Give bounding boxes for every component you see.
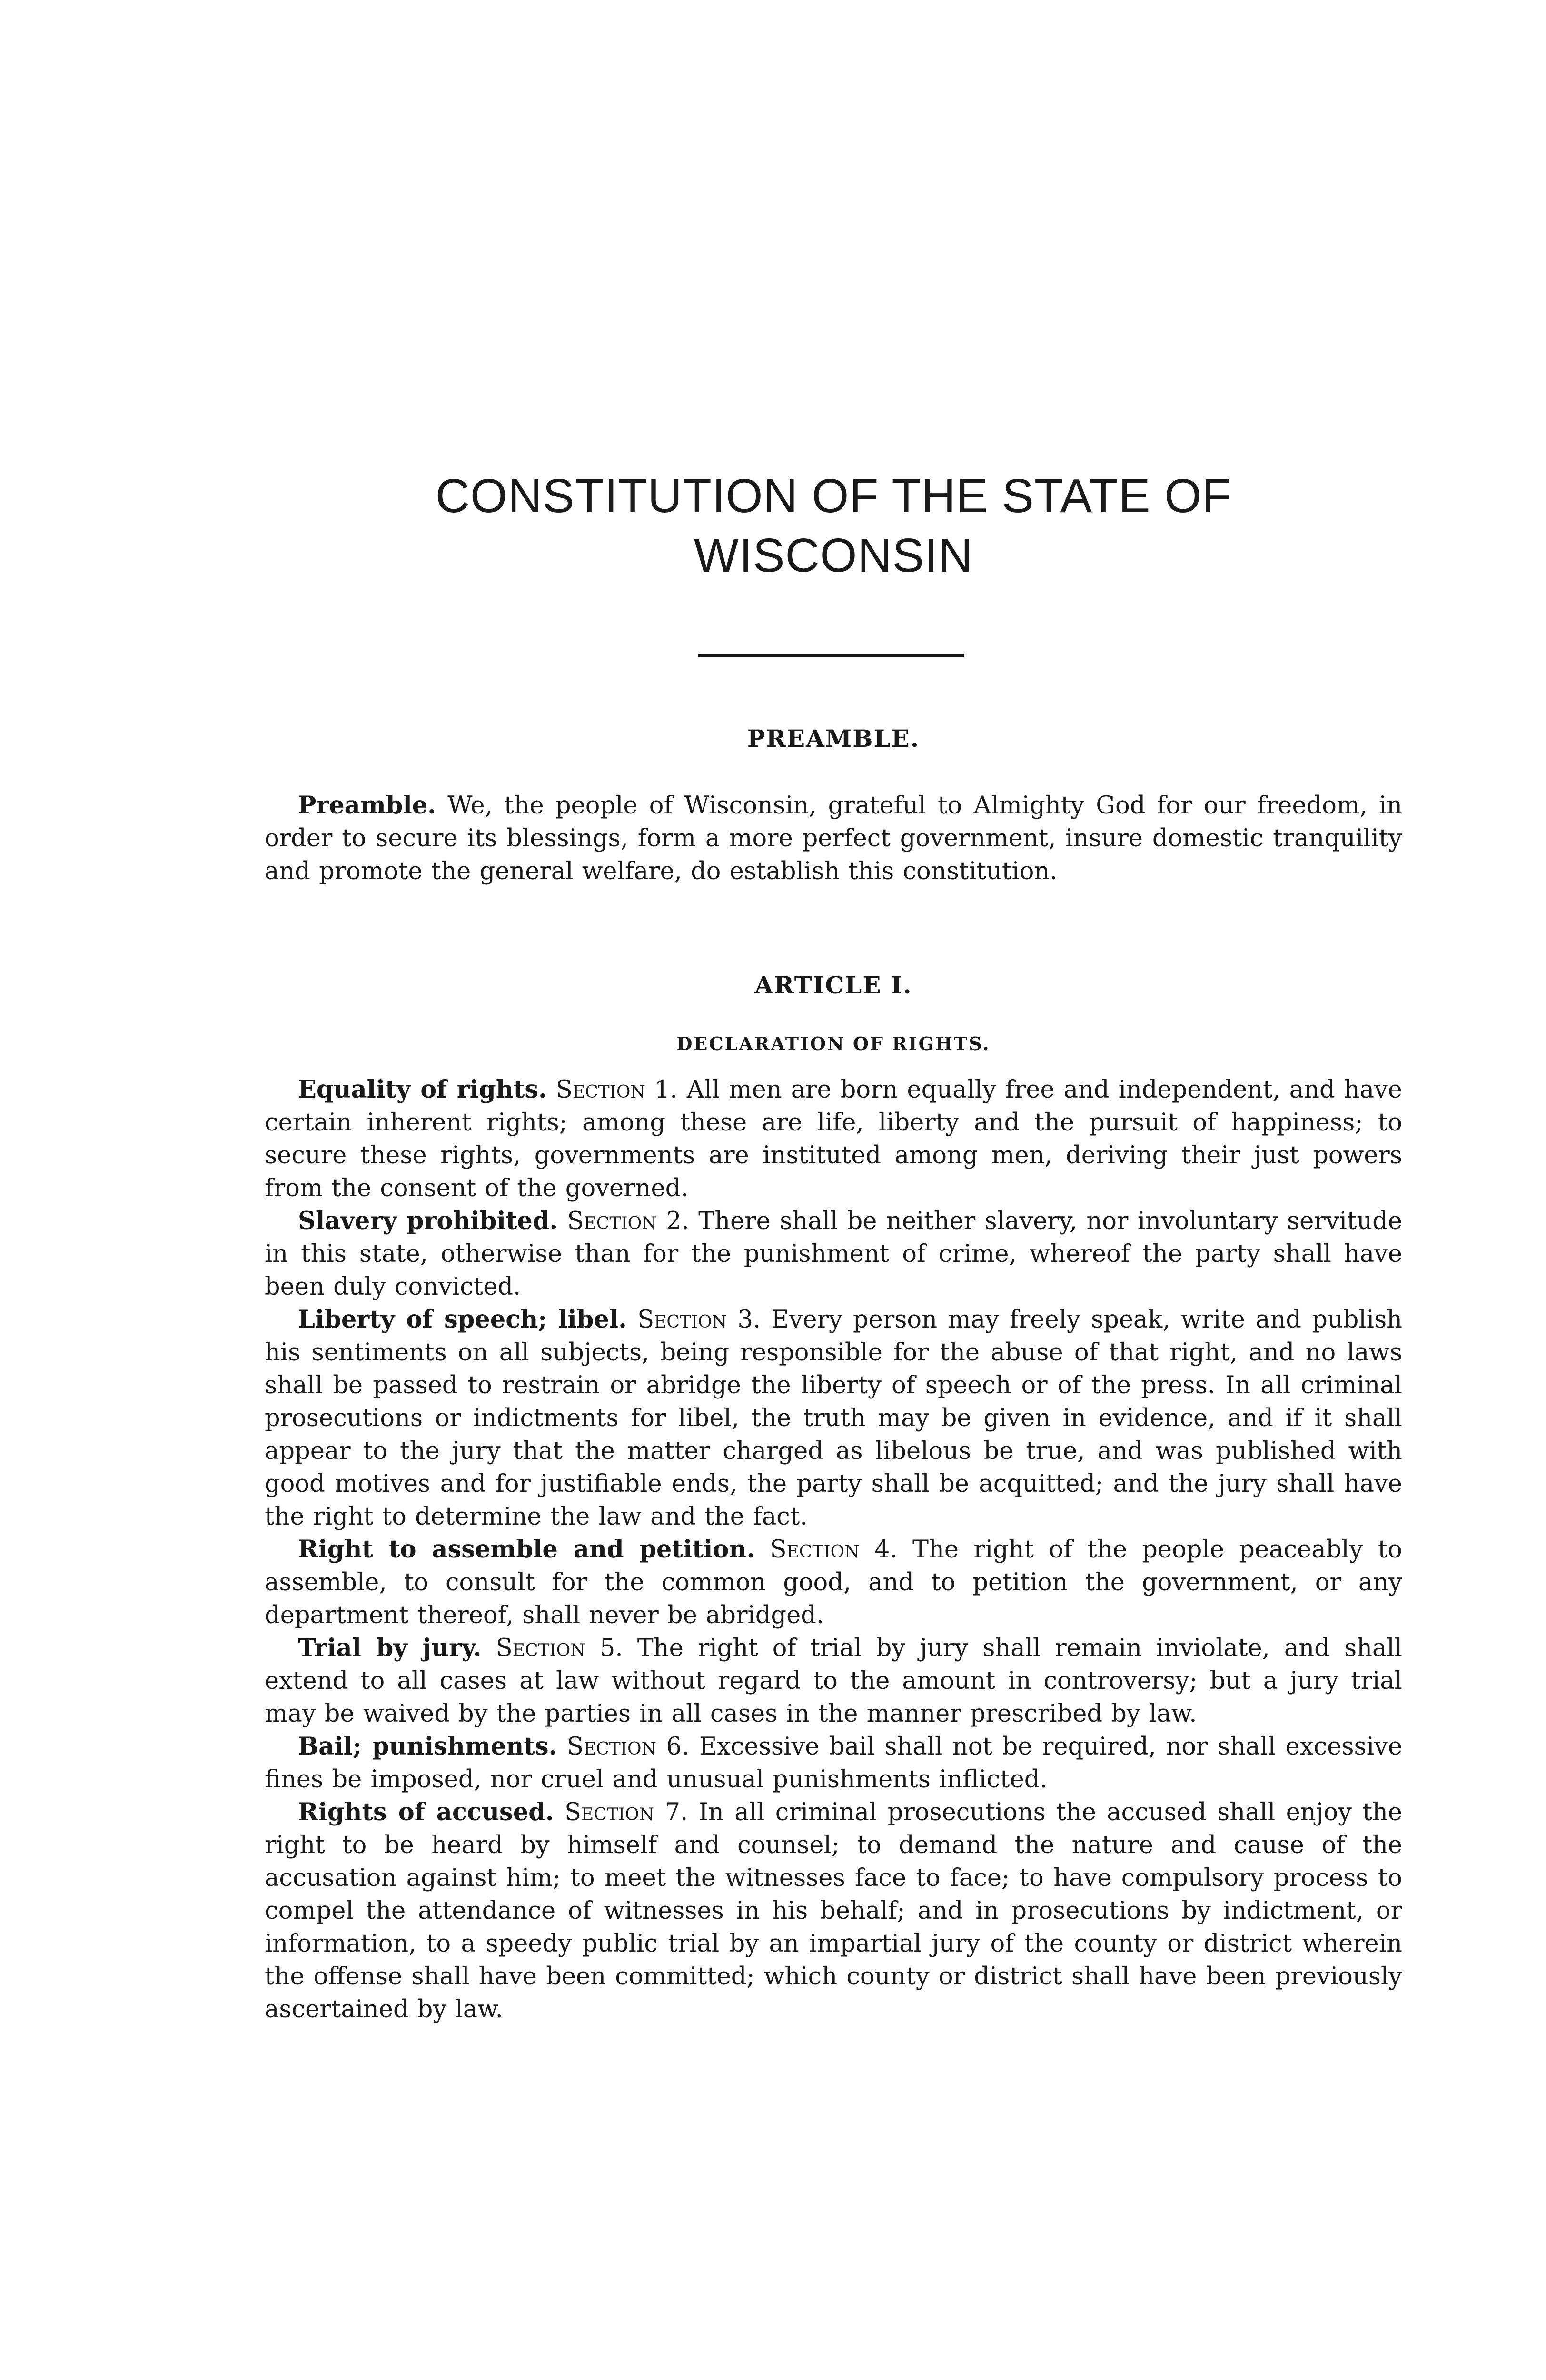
article-sections — [265, 1073, 1402, 2026]
section-paragraph-4 — [265, 1533, 1402, 1632]
preamble-paragraph — [265, 789, 1402, 888]
section-text: There shall be neither slavery, nor involuntary servitude in this state, otherwise than for the punishment of crime, whereof the party shall have been duly convicted. — [265, 1207, 1402, 1301]
section-number: Section 7. — [565, 1798, 688, 1826]
section-number: Section 4. — [770, 1536, 898, 1564]
section-paragraph-7 — [265, 1796, 1402, 2026]
section-paragraph-6 — [265, 1730, 1402, 1796]
section-text: Every person may freely speak, write and publish his sentiments on all subjects, being responsible for the abuse of that right, and no laws shall be passed to restrain or abridge the liberty of speech or of the press. In all criminal prosecutions or indictments for libel, the truth may be given in evidence, and if it shall appear to the jury that the matter charged as libelous be true, and was published with good motives and for justifiable ends, the party shall be acquitted; and the jury shall have the right to determine the law and the fact. — [265, 1306, 1402, 1531]
title-line-2: WISCONSIN — [694, 529, 973, 582]
section-label: Slavery prohibited. — [298, 1207, 558, 1235]
title-divider — [698, 654, 964, 657]
section-number: Section 5. — [496, 1634, 623, 1662]
section-text: Excessive bail shall not be required, nor shall excessive fines be imposed, nor cruel and unusual punishments inflicted. — [265, 1733, 1402, 1794]
section-paragraph-2 — [265, 1205, 1402, 1303]
preamble-block — [265, 789, 1402, 888]
section-label: Rights of accused. — [298, 1798, 554, 1826]
section-paragraph-5 — [265, 1632, 1402, 1730]
section-label: Equality of rights. — [298, 1075, 547, 1104]
section-number: Section 6. — [567, 1733, 690, 1761]
section-text: All men are born equally free and independent, and have certain inherent rights; among these are life, liberty and the pursuit of happiness; to secure these rights, governments are instituted among men, deriving their just powers from the consent of the governed. — [265, 1076, 1402, 1202]
document-page — [265, 0, 1402, 2380]
section-number: Section 1. — [555, 1076, 678, 1104]
section-text: In all criminal prosecutions the accused shall enjoy the right to be heard by himself and counsel; to demand the nature and cause of the accusation against him; to meet the witnesses face to face; to have compulsory process to compel the attendance of witnesses in his behalf; and in prosecutions by indictment, or information, to a speedy public trial by an impartial jury of the county or district wherein the offense shall have been committed; which county or district shall have been previously ascertained by law. — [265, 1798, 1402, 2023]
preamble-heading: PREAMBLE. — [747, 724, 920, 753]
section-paragraph-1 — [265, 1073, 1402, 1205]
preamble-label: Preamble. — [298, 791, 436, 820]
article-subheading: DECLARATION OF RIGHTS. — [676, 1033, 991, 1054]
section-text: The right of trial by jury shall remain inviolate, and shall extend to all cases at law without regard to the amount in controversy; but a jury trial may be waived by the parties in all cases in the manner prescribed by law. — [265, 1634, 1402, 1728]
section-number: Section 2. — [567, 1207, 689, 1235]
section-text: The right of the people peaceably to assemble, to consult for the common good, and to petition the government, or any department thereof, shall never be abridged. — [265, 1536, 1402, 1629]
section-label: Liberty of speech; libel. — [298, 1305, 627, 1334]
title-line-1: CONSTITUTION OF THE STATE OF — [435, 469, 1232, 523]
section-label: Bail; punishments. — [298, 1732, 557, 1761]
section-label: Right to assemble and petition. — [298, 1535, 755, 1564]
section-label: Trial by jury. — [298, 1634, 482, 1662]
document-title — [265, 466, 1402, 585]
preamble-text: We, the people of Wisconsin, grateful to Almighty God for our freedom, in order to secure its blessings, form a more perfect government, insure domestic tranquility and promote the general welfare, do establish this constitution. — [265, 792, 1402, 885]
article-heading: ARTICLE I. — [754, 971, 912, 999]
section-paragraph-3 — [265, 1303, 1402, 1533]
section-number: Section 3. — [637, 1306, 761, 1334]
